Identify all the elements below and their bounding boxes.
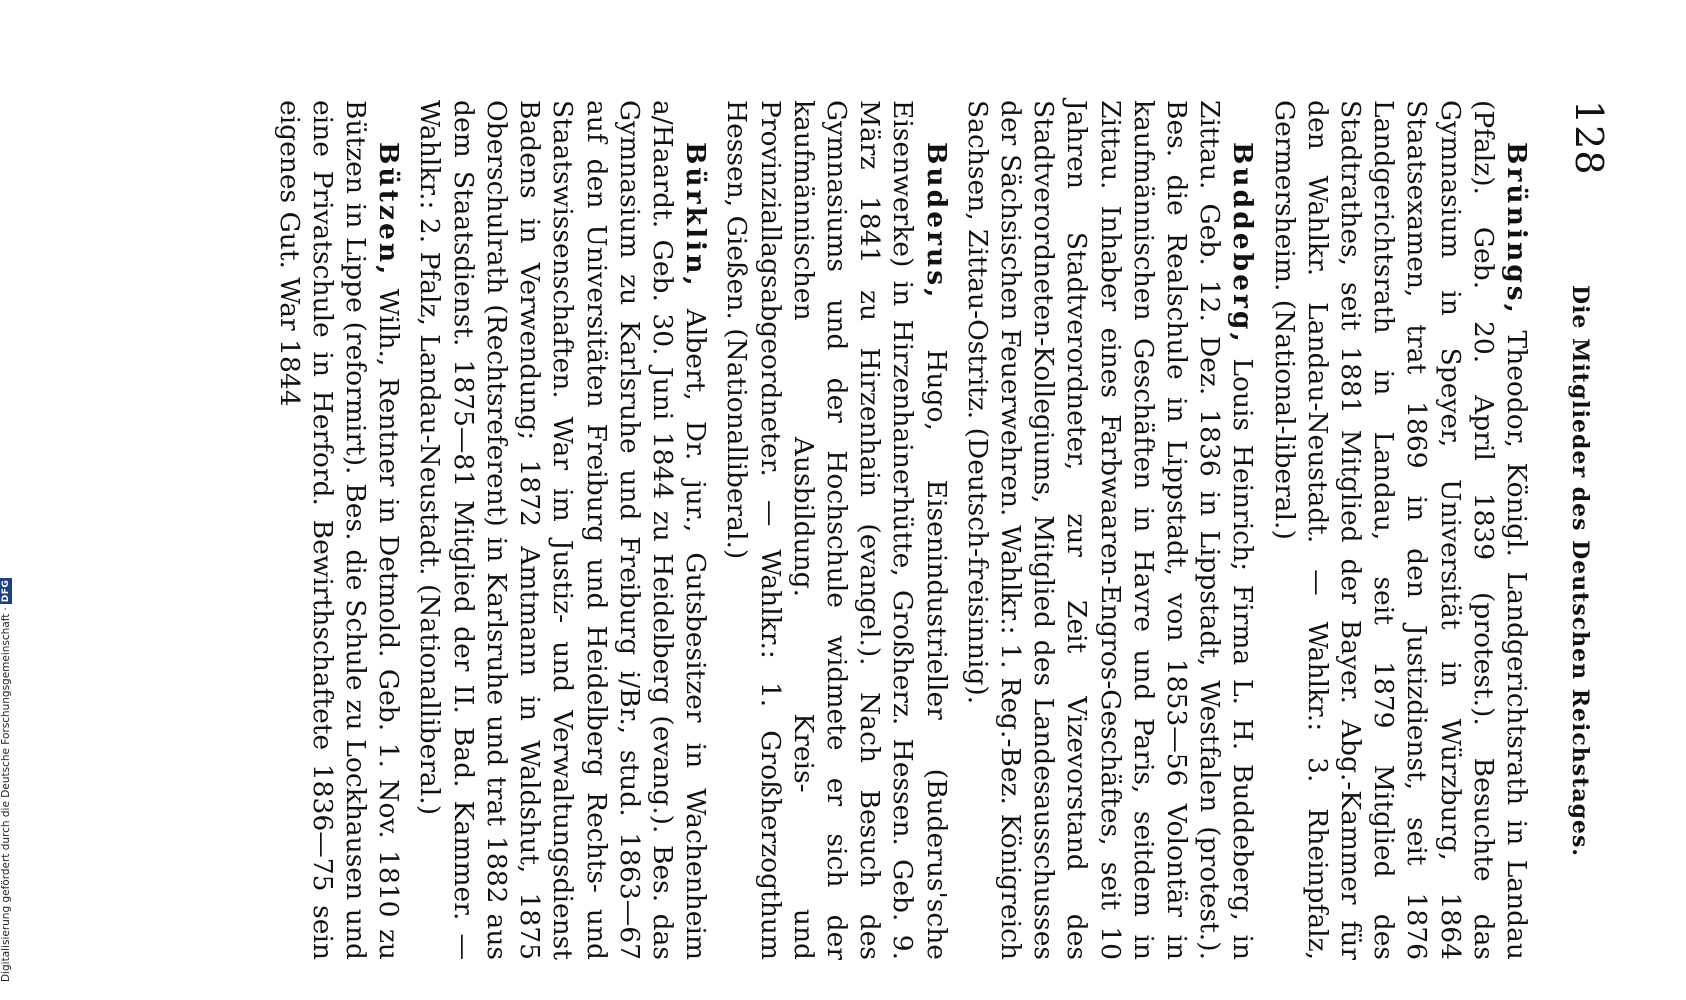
member-text: Albert, Dr. jur., Gutsbesitzer in Wachenheim a/Haardt. Geb. 30. Juni 1844 zu Heidelberg (evang.). Bes. das Gymnasium zu Karlsruhe und Freiburg i/Br., stud. 1863—67 auf den Universitäten Freiburg und Heidelberg Rechts- und Staatswissenschaften. War im Justiz- und Verwaltungsdienst Badens in Verwendung; 1872 Amtmann in Waldshut, 1875 Oberschulrath (Rechtsreferent) in Karlsruhe und trat 1882 aus dem Staatsdienst. 1875—81 Mitglied der II. Bad. Kammer. — Wahlkr.: 2. Pfalz, Landau-Neustadt. (Nationalliberal.) [414, 100, 712, 960]
member-entry [413, 100, 712, 960]
dfg-logo-icon: DFG [1, 579, 11, 603]
member-text: Hugo, Eisenindustrieller (Buderus'sche Eisenwerke) in Hirzenhainerhütte, Großherz. Hessen. Geb. 9. März 1841 zu Hirzenhain (evangel.). Nach Besuch des Gymnasiums und der Hochschule widmete er sich der kaufmännischen Ausbildung. Kreis- und Provinziallagsabgeordneter. — Wahlkr.: 1. Großherzogthum Hessen, Gießen. (Nationalliberal.) [721, 100, 952, 960]
member-entry [720, 100, 952, 960]
member-name: Brünings, [1501, 142, 1532, 316]
member-name: Bürklin, [680, 142, 712, 289]
document-page [115, 70, 1615, 985]
credit-text: Digitalisierung gefördert durch die Deutsche Forschungsgemeinschaft [0, 613, 12, 982]
running-head: Die Mitglieder des Deutschen Reichstages. [1567, 285, 1593, 858]
member-text: Theodor, Königl. Landgerichtsrath in Landau (Pfalz). Geb. 20. April 1839 (protest.). Besuchte das Gymnasium in Speyer, Universität in Würzburg, 1864 Staatsexamen, trat 1869 in den Justizdienst, seit 1876 Landgerichtsrath in Landau, seit 1879 Mitglied des Stadtrathes, seit 1881 Mitglied der Bayer. Abg.-Kammer für den Wahlkr. Landau-Neustadt. — Wahlkr.: 3. Rheinpfalz, Germersheim. (National-liberal.) [1268, 100, 1532, 960]
rotated-page [115, 70, 1615, 985]
member-text: Louis Heinrich; Firma L. H. Buddeberg, in Zittau. Geb. 12. Dez. 1836 in Lippstadt, Westfalen (protest.). Bes. die Realschule in Lippstadt, von 1853—56 Volontär in kaufmännischen Geschäften in Havre und Paris, seitdem in Zittau. Inhaber eines Farbwaaren-Engros-Geschäftes, seit 10 Jahren Stadtverordneter, zur Zeit Vizevorstand des Stadtverordneten-Kollegiums, Mitglied des Landesausschusses der Sächsischen Feuerwehren. Wahlkr.: 1. Reg.-Bez. Königreich Sachsen, Zittau-Ostritz. (Deutsch-freisinnig). [961, 100, 1259, 960]
member-name: Buddeberg, [1227, 142, 1259, 345]
digitization-credit: Digitalisierung gefördert durch die Deutsche Forschungsgemeinschaft · DFG [0, 579, 12, 982]
member-entry [1267, 100, 1533, 960]
page-number: 128 [1567, 100, 1611, 176]
member-entry [272, 100, 405, 960]
member-text: Wilh., Rentner in Detmold. Geb. 1. Nov. 1810 zu Bützen in Lippe (reformirt). Bes. die Schule zu Lockhausen und eine Privatschule in Herford. Bewirthschaftete 1836—75 sein eigenes Gut. War 1844 [273, 100, 405, 960]
member-name: Buderus, [920, 142, 952, 301]
member-name: Bützen, [373, 142, 405, 278]
page-header [1533, 100, 1615, 955]
member-entry [961, 100, 1260, 960]
member-entries [264, 100, 1533, 960]
